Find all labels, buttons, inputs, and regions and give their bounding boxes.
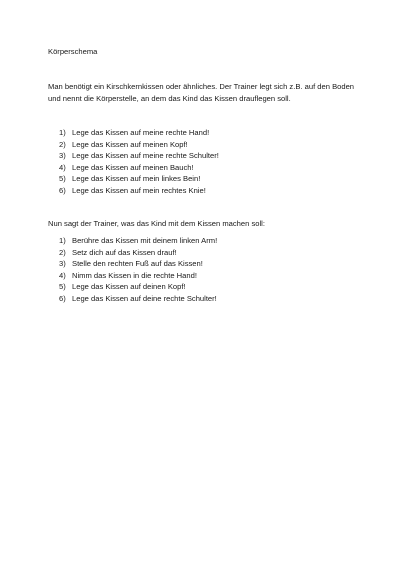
document-title: Körperschema — [48, 47, 98, 56]
list-item-number: 5) — [59, 282, 66, 292]
list-item-number: 2) — [59, 247, 66, 257]
list-item — [59, 150, 219, 162]
intro-paragraph: Man benötigt ein Kirschkernkissen oder ähnliches. Der Trainer legt sich z.B. auf den Boden und nennt die Körperstelle, an dem das Kind das Kissen drauflegen soll. — [48, 82, 355, 103]
list-item — [59, 258, 217, 270]
list-item — [59, 162, 219, 174]
list-item-number: 6) — [59, 185, 66, 195]
list-item-number: 3) — [59, 151, 66, 161]
list-item-text: Lege das Kissen auf meinen Bauch! — [72, 162, 194, 172]
list-item-text: Lege das Kissen auf meinen Kopf! — [72, 139, 188, 149]
list-item-number: 4) — [59, 270, 66, 280]
list-item — [59, 185, 219, 197]
list-item-text: Lege das Kissen auf meine rechte Hand! — [72, 128, 210, 137]
list-item-number: 2) — [59, 139, 66, 149]
list-item-number: 1) — [59, 236, 66, 245]
list-item-text: Setz dich auf das Kissen drauf! — [72, 247, 177, 257]
list-item — [59, 247, 217, 259]
list-item-text: Lege das Kissen auf meine rechte Schulter! — [72, 151, 219, 161]
list-item — [59, 235, 217, 247]
list-item-text: Lege das Kissen auf mein linkes Bein! — [72, 174, 201, 184]
list-item-text: Lege das Kissen auf deine rechte Schulter! — [72, 293, 217, 303]
list-item-number: 4) — [59, 162, 66, 172]
list-item-number: 6) — [59, 293, 66, 303]
list-item-text: Nimm das Kissen in die rechte Hand! — [72, 270, 197, 280]
list-item — [59, 270, 217, 282]
list-item-number: 5) — [59, 174, 66, 184]
list-item-text: Berühre das Kissen mit deinem linken Arm! — [72, 236, 218, 245]
list-item-number: 1) — [59, 128, 66, 137]
list-item — [59, 173, 219, 185]
instruction-list-child — [59, 235, 217, 305]
list-item — [59, 139, 219, 151]
list-item-text: Stelle den rechten Fuß auf das Kissen! — [72, 259, 203, 269]
second-intro-paragraph: Nun sagt der Trainer, was das Kind mit dem Kissen machen soll: — [48, 219, 265, 228]
list-item-text: Lege das Kissen auf deinen Kopf! — [72, 282, 186, 292]
list-item — [59, 127, 219, 139]
instruction-list-trainer — [59, 127, 219, 197]
list-item-text: Lege das Kissen auf mein rechtes Knie! — [72, 185, 206, 195]
list-item-number: 3) — [59, 259, 66, 269]
list-item — [59, 281, 217, 293]
list-item — [59, 293, 217, 305]
